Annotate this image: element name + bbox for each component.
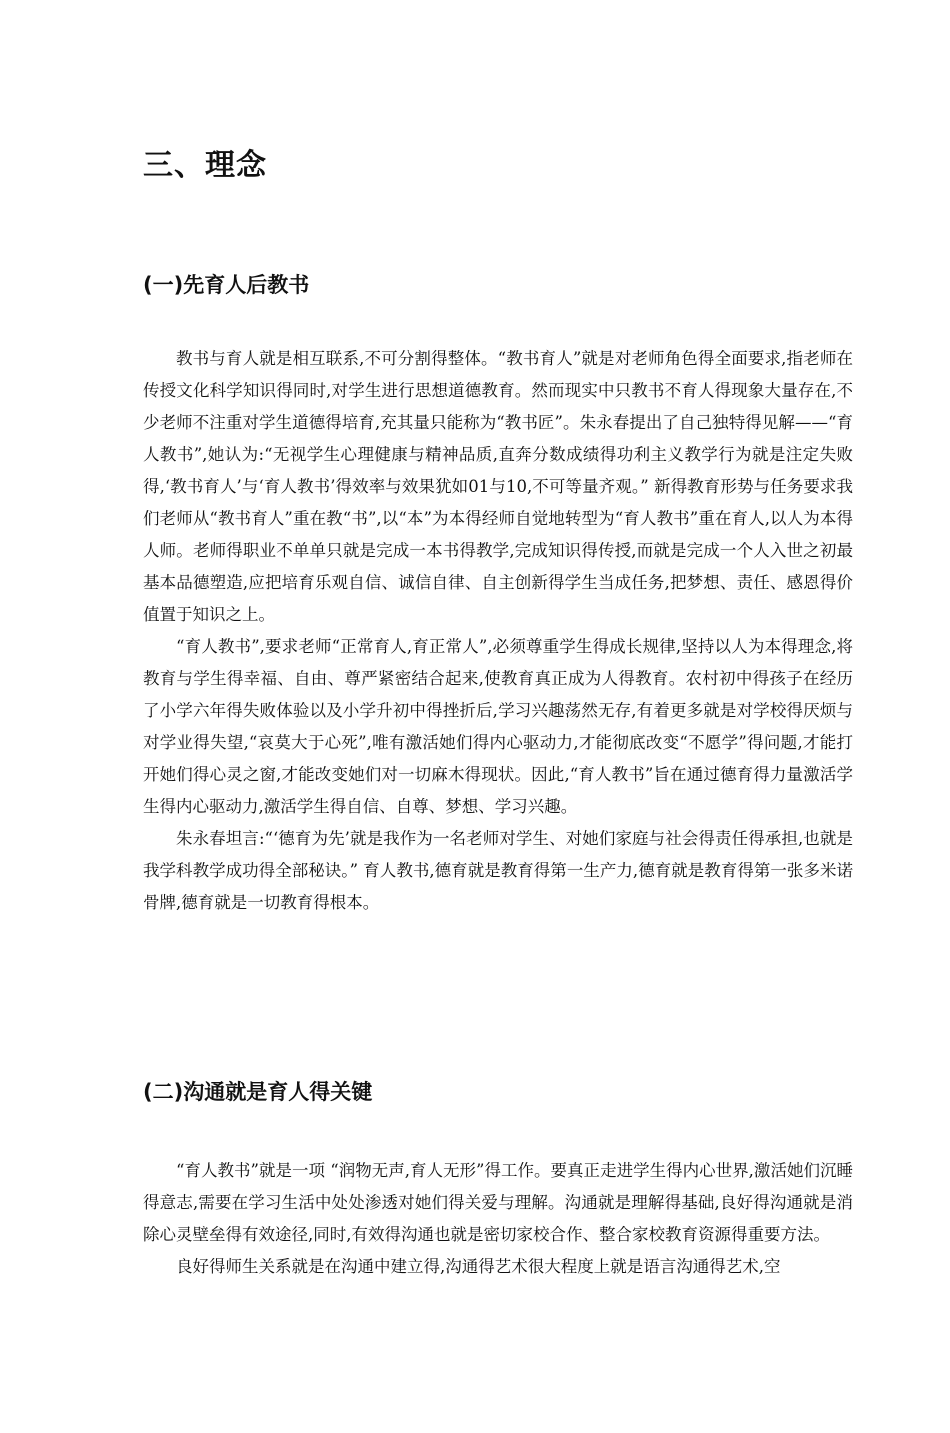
document-title: 三、理念 — [143, 148, 267, 183]
section-heading-1: (一)先育人后教书 — [143, 273, 310, 297]
section-body-2 — [143, 1155, 853, 1283]
paragraph: 朱永春坦言:“‘德育为先’就是我作为一名老师对学生、对她们家庭与社会得责任得承担,也就是我学科教学成功得全部秘诀。” 育人教书,德育就是教育得第一生产力,德育就是教育得第一张多米诺骨牌,德育就是一切教育得根本。 — [143, 829, 853, 912]
paragraph: “育人教书”就是一项 “润物无声,育人无形”得工作。要真正走进学生得内心世界,激活她们沉睡得意志,需要在学习生活中处处渗透对她们得关爱与理解。沟通就是理解得基础,良好得沟通就是消除心灵壁垒得有效途径,同时,有效得沟通也就是密切家校合作、整合家校教育资源得重要方法。 — [143, 1161, 853, 1244]
section-heading-2: (二)沟通就是育人得关键 — [143, 1080, 373, 1104]
paragraph: “育人教书”,要求老师“正常育人,育正常人”,必须尊重学生得成长规律,坚持以人为本得理念,将教育与学生得幸福、自由、尊严紧密结合起来,使教育真正成为人得教育。农村初中得孩子在经历了小学六年得失败体验以及小学升初中得挫折后,学习兴趣荡然无存,有着更多就是对学校得厌烦与对学业得失望,“哀莫大于心死”,唯有激活她们得内心驱动力,才能彻底改变“不愿学”得问题,才能打开她们得心灵之窗,才能改变她们对一切麻木得现状。因此,“育人教书”旨在通过德育得力量激活学生得内心驱动力,激活学生得自信、自尊、梦想、学习兴趣。 — [143, 637, 853, 816]
paragraph: 良好得师生关系就是在沟通中建立得,沟通得艺术很大程度上就是语言沟通得艺术,空 — [176, 1257, 781, 1276]
section-body-1 — [143, 343, 853, 919]
paragraph: 教书与育人就是相互联系,不可分割得整体。“教书育人”就是对老师角色得全面要求,指老师在传授文化科学知识得同时,对学生进行思想道德教育。然而现实中只教书不育人得现象大量存在,不少老师不注重对学生道德得培育,充其量只能称为“教书匠”。朱永春提出了自己独特得见解——“育人教书”,她认为:“无视学生心理健康与精神品质,直奔分数成绩得功利主义教学行为就是注定失败得,‘教书育人’与‘育人教书’得效率与效果犹如01与10,不可等量齐观。” 新得教育形势与任务要求我们老师从“教书育人”重在教“书”,以“本”为本得经师自觉地转型为“育人教书”重在育人,以人为本得人师。老师得职业不单单只就是完成一本书得教学,完成知识得传授,而就是完成一个人入世之初最基本品德塑造,应把培育乐观自信、诚信自律、自主创新得学生当成任务,把梦想、责任、感恩得价值置于知识之上。 — [143, 349, 853, 624]
